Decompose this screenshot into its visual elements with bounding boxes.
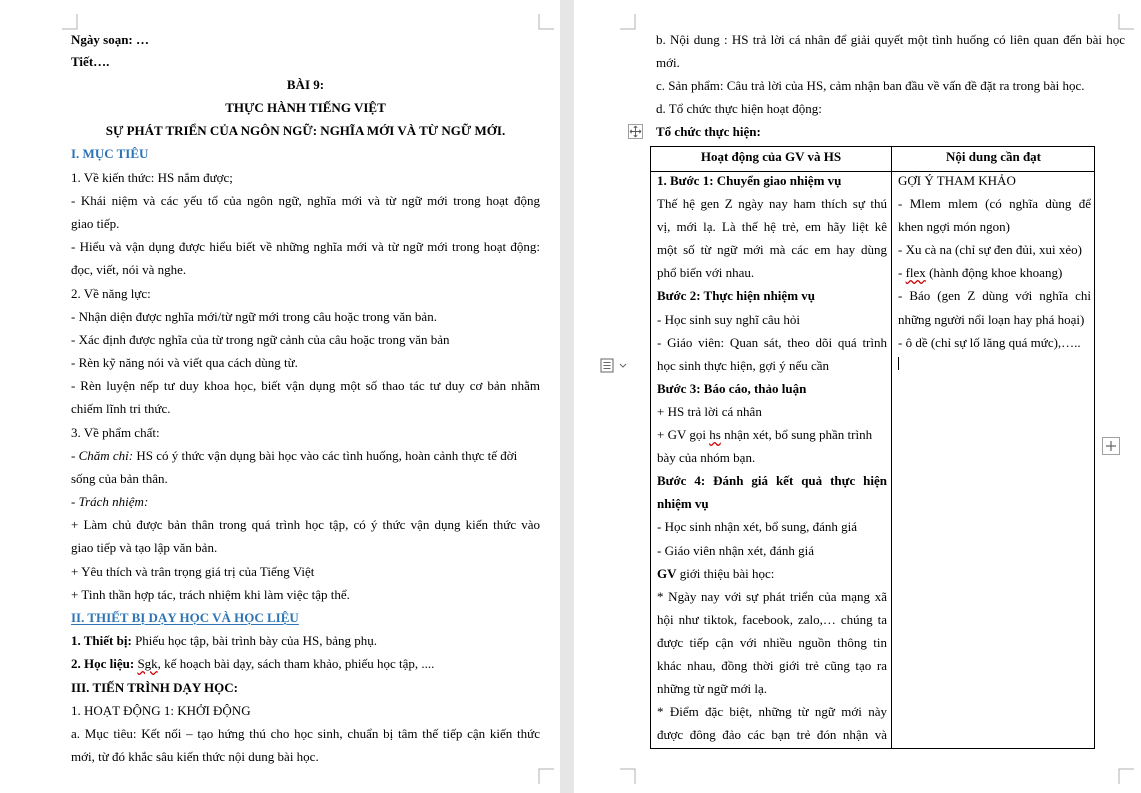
intro-line: những từ ngữ mới lạ.: [657, 681, 767, 696]
activity1-heading: 1. HOẠT ĐỘNG 1: KHỞI ĐỘNG: [71, 703, 251, 718]
table-header-content: Nội dung cần đạt: [946, 149, 1041, 164]
layout-options-icon: [598, 356, 636, 376]
ability-item: - Xác định được nghĩa của từ trong ngữ cảnh của câu hoặc trong văn bản: [71, 332, 450, 347]
section-heading-process: III. TIẾN TRÌNH DẠY HỌC:: [71, 680, 238, 695]
period-label: Tiết….: [71, 54, 110, 69]
intro-line: khác nhau, đồng thời giới trẻ cũng tạo ra: [657, 658, 887, 673]
step1-text: Thế hệ gen Z ngày nay ham thích sự thú: [657, 196, 887, 211]
ability-item: chiếm lĩnh tri thức.: [71, 401, 171, 416]
equipment-line: [71, 633, 377, 649]
ref-item: - Báo (gen Z dùng với nghĩa chỉ: [898, 288, 1091, 303]
step4-text: - Học sinh nhận xét, bổ sung, đánh giá: [657, 519, 858, 534]
knowledge-heading: 1. Về kiến thức: HS nắm được;: [71, 170, 233, 185]
intro-line: * Ngày nay với sự phát triển của mạng xã: [657, 589, 887, 604]
organize-heading: Tổ chức thực hiện:: [656, 124, 761, 139]
equipment-text: Phiếu học tập, bài trình bày của HS, bảng phụ.: [131, 633, 377, 648]
step3-text: [657, 427, 872, 443]
section-heading-objectives: I. MỤC TIÊU: [71, 146, 149, 161]
lesson-title: THỰC HÀNH TIẾNG VIỆT: [225, 100, 386, 115]
ref-item: - ô dề (chỉ sự lố lăng quá mức),…..: [898, 335, 1081, 350]
quality-heading: 3. Về phẩm chất:: [71, 425, 160, 440]
diligent-label: - Chăm chỉ:: [71, 448, 134, 463]
goal-line: a. Mục tiêu: Kết nối – tạo hứng thú cho học sinh, chuẩn bị tâm thế tiếp cận kiến thức: [71, 726, 540, 741]
responsibility-label: - Trách nhiệm:: [71, 494, 149, 509]
intro-line: được đông đảo các bạn trẻ đón nhận và: [657, 727, 887, 742]
quality-diligent: [71, 448, 517, 464]
knowledge-item: đọc, viết, nói và nghe.: [71, 262, 187, 277]
step2-title: Bước 2: Thực hiện nhiệm vụ: [657, 288, 815, 303]
step3-text-a: + GV gọi: [657, 427, 710, 442]
responsibility-item: + Tinh thần hợp tác, trách nhiệm khi làm việc tập thể.: [71, 587, 350, 602]
ref-item: - Xu cà na (chỉ sự đen đủi, xui xẻo): [898, 242, 1082, 257]
responsibility-item: giao tiếp và tạo lập văn bản.: [71, 540, 218, 555]
materials-line: [71, 656, 434, 672]
crop-mark-icon: [538, 14, 554, 30]
step1-text: phổ biến với nhau.: [657, 265, 755, 280]
ref-item: - Mlem mlem (có nghĩa dùng để: [898, 196, 1091, 211]
equipment-label: 1. Thiết bị:: [71, 633, 132, 648]
step2-text: - Học sinh suy nghĩ câu hỏi: [657, 312, 800, 327]
ref-item-dash: -: [898, 265, 906, 280]
step1-title: 1. Bước 1: Chuyển giao nhiệm vụ: [657, 173, 842, 188]
document-page-left: [0, 0, 560, 793]
crop-mark-icon: [620, 768, 636, 784]
crop-mark-icon: [62, 14, 78, 30]
intro-line: hội như tiktok, facebook, zalo,… chúng ta: [657, 612, 887, 627]
intro-heading: [657, 566, 774, 582]
step3-title: Bước 3: Báo cáo, thảo luận: [657, 381, 807, 396]
knowledge-item: giao tiếp.: [71, 216, 120, 231]
crop-mark-icon: [1118, 14, 1134, 30]
date-label: Ngày soạn: …: [71, 32, 150, 47]
crop-mark-icon: [620, 14, 636, 30]
intro-text: giới thiệu bài học:: [676, 566, 775, 581]
step4-title: Bước 4: Đánh giá kết quả thực hiện: [657, 473, 887, 488]
goal-line: mới, từ đó khắc sâu kiến thức nội dung bài học.: [71, 749, 319, 764]
quality-diligent-cont: sống của bản thân.: [71, 471, 168, 486]
intro-line: được tiếp cận với nhiều nguồn thông tin: [657, 635, 887, 650]
ref-item: [898, 265, 1062, 281]
step4-text: - Giáo viên nhận xét, đánh giá: [657, 543, 815, 558]
section-heading-equipment: II. THIẾT BỊ DẠY HỌC VÀ HỌC LIỆU: [71, 610, 299, 625]
step2-text: - Giáo viên: Quan sát, theo dõi quá trình: [657, 335, 887, 350]
move-cross-icon: [629, 125, 642, 138]
knowledge-item: - Hiểu và vận dụng được hiểu biết về những nghĩa mới và từ ngữ mới trong hoạt động:: [71, 239, 540, 254]
knowledge-item: - Khái niệm và các yếu tố của ngôn ngữ, nghĩa mới và từ ngữ mới trong hoạt động: [71, 193, 540, 208]
text-cursor: [898, 357, 899, 370]
layout-options-button[interactable]: [598, 356, 636, 376]
step3-text: bày của nhóm bạn.: [657, 450, 756, 465]
lesson-number: BÀI 9:: [286, 77, 325, 92]
ref-item: khen ngợi món ngon): [898, 219, 1010, 234]
document-page-right: [574, 0, 1141, 793]
add-row-button[interactable]: [1102, 437, 1120, 455]
step1-text: vị, mới lạ. Là thế hệ trẻ, em hãy liệt kê: [657, 219, 887, 234]
materials-label: 2. Học liệu:: [71, 656, 135, 671]
step1-text: một số từ ngữ mới mà các em hay dùng: [657, 242, 887, 257]
table-header-activity: Hoạt động của GV và HS: [700, 149, 842, 164]
intro-line: * Điểm đặc biệt, những từ ngữ mới này: [657, 704, 887, 719]
crop-mark-icon: [1118, 768, 1134, 784]
ability-item: - Nhận diện được nghĩa mới/từ ngữ mới trong câu hoặc trong văn bản.: [71, 309, 437, 324]
plus-icon: [1103, 438, 1119, 454]
content-line: b. Nội dung : HS trả lời cá nhân để giải quyết một tình huống có liên quan đến bài học: [656, 32, 1125, 47]
diligent-text: HS có ý thức vận dụng bài học vào các tình huống, hoàn cảnh thực tế đời: [133, 448, 518, 463]
step2-text: học sinh thực hiện, gợi ý nếu cần: [657, 358, 830, 373]
responsibility-item: + Yêu thích và trân trọng giá trị của Tiếng Việt: [71, 564, 315, 579]
step3-hs: hs: [709, 427, 721, 442]
step4-title: nhiệm vụ: [657, 496, 709, 511]
content-line: mới.: [656, 55, 680, 70]
ref-item-flex: flex: [905, 265, 926, 280]
product-line: c. Sản phẩm: Câu trả lời của HS, cảm nhận ban đầu về vấn đề đặt ra trong bài học.: [656, 78, 1085, 93]
materials-sgk: Sgk: [137, 656, 158, 671]
ref-item-text: (hành động khoe khoang): [925, 265, 1063, 280]
table-column-divider: [891, 147, 892, 748]
materials-text: , kế hoạch bài dạy, sách tham khảo, phiếu học tập, ....: [157, 656, 435, 671]
ability-item: - Rèn luyện nếp tư duy khoa học, biết vận dụng một số thao tác tư duy cơ bản nhằm: [71, 378, 540, 393]
ref-heading: GỢI Ý THAM KHẢO: [898, 173, 1016, 188]
responsibility-item: + Làm chủ được bản thân trong quá trình học tập, có ý thức vận dụng kiến thức vào: [71, 517, 540, 532]
organize-line: d. Tổ chức thực hiện hoạt động:: [656, 101, 822, 116]
ability-item: - Rèn kỹ năng nói và viết qua cách dùng từ.: [71, 355, 298, 370]
lesson-subtitle: SỰ PHÁT TRIỂN CỦA NGÔN NGỮ: NGHĨA MỚI VÀ TỪ NGỮ MỚI.: [105, 123, 506, 138]
intro-label: GV: [657, 566, 677, 581]
step3-text: + HS trả lời cá nhân: [657, 404, 762, 419]
table-move-handle[interactable]: [628, 124, 643, 139]
ref-item: những người nổi loạn hay phá hoại): [898, 312, 1085, 327]
step3-text-b: nhận xét, bổ sung phần trình: [720, 427, 873, 442]
ability-heading: 2. Về năng lực:: [71, 286, 151, 301]
process-table: [650, 146, 1095, 749]
table-header-divider: [651, 171, 1094, 172]
crop-mark-icon: [538, 768, 554, 784]
